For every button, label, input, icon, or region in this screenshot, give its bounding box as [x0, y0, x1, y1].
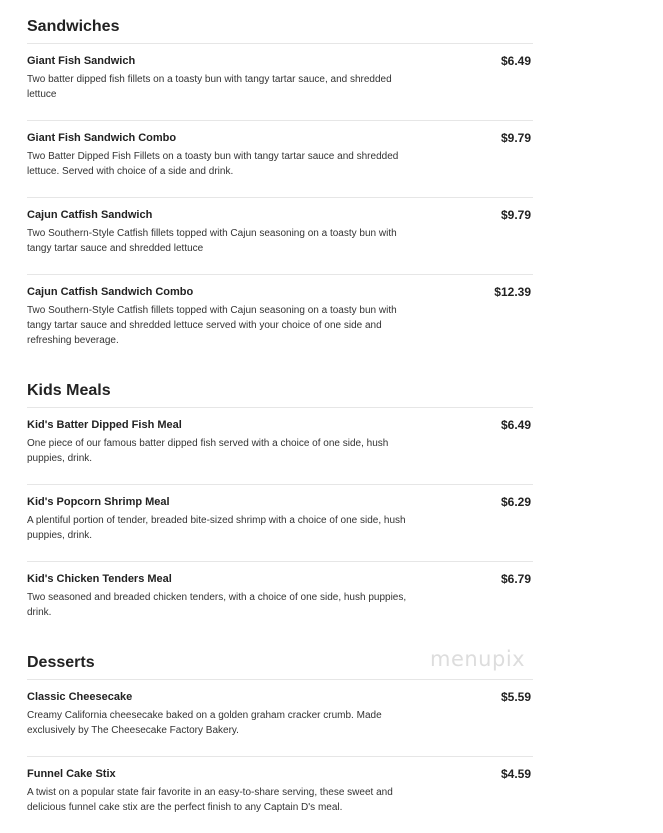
item-name: Cajun Catfish Sandwich: [27, 209, 153, 221]
item-name: Kid's Popcorn Shrimp Meal: [27, 496, 170, 508]
item-description: A plentiful portion of tender, breaded bite-sized shrimp with a choice of one side, hush puppies, drink.: [27, 515, 406, 541]
section-title: Desserts: [27, 654, 95, 671]
item-description: Two Southern-Style Catfish fillets topped with Cajun seasoning on a toasty bun with tangy tartar sauce and shredded lettuce served with your choice of one side and refreshing beverage.: [27, 305, 397, 346]
item-price: $9.79: [500, 131, 531, 145]
item-price: $5.59: [500, 690, 531, 704]
menu-item[interactable]: [27, 120, 533, 197]
section-title: Sandwiches: [27, 18, 120, 35]
menu-item[interactable]: [27, 561, 533, 638]
menu-item[interactable]: [27, 43, 533, 120]
item-description: Two Batter Dipped Fish Fillets on a toasty bun with tangy tartar sauce and shredded lettuce. Served with choice of a side and drink.: [27, 151, 399, 177]
item-price: $12.39: [494, 285, 531, 299]
menu-item[interactable]: [27, 407, 533, 484]
watermark-logo: menupix: [430, 647, 526, 671]
item-description: A twist on a popular state fair favorite in an easy-to-share serving, these sweet and delicious funnel cake stix are the perfect finish to any Captain D's meal.: [27, 787, 393, 813]
section-kids-meals: [27, 365, 533, 638]
menu-item[interactable]: [27, 197, 533, 274]
item-name: Giant Fish Sandwich: [27, 55, 136, 67]
item-description: Two Southern-Style Catfish fillets topped with Cajun seasoning on a toasty bun with tangy tartar sauce and shredded lettuce: [27, 228, 397, 254]
item-name: Classic Cheesecake: [27, 691, 133, 703]
item-name: Funnel Cake Stix: [27, 768, 116, 780]
item-price: $6.29: [500, 495, 531, 509]
menu-item[interactable]: [27, 484, 533, 561]
item-price: $6.49: [500, 418, 531, 432]
section-sandwiches: [27, 0, 533, 365]
item-price: $6.79: [500, 572, 531, 586]
item-description: Two seasoned and breaded chicken tenders, with a choice of one side, hush puppies, drink.: [27, 592, 407, 618]
item-description: Two batter dipped fish fillets on a toasty bun with tangy tartar sauce, and shredded lettuce: [27, 74, 392, 100]
item-description: Creamy California cheesecake baked on a golden graham cracker crumb. Made exclusively by The Cheesecake Factory Bakery.: [27, 710, 382, 736]
item-name: Giant Fish Sandwich Combo: [27, 132, 177, 144]
item-name: Kid's Chicken Tenders Meal: [27, 573, 172, 585]
menu: [27, 0, 533, 833]
menu-item[interactable]: [27, 679, 533, 756]
item-name: Kid's Batter Dipped Fish Meal: [27, 419, 182, 431]
item-price: $4.59: [500, 767, 531, 781]
item-name: Cajun Catfish Sandwich Combo: [27, 286, 194, 298]
section-title: Kids Meals: [27, 382, 111, 399]
item-price: $6.49: [500, 54, 531, 68]
item-description: One piece of our famous batter dipped fish served with a choice of one side, hush puppies, drink.: [27, 438, 389, 464]
menu-item[interactable]: [27, 756, 533, 833]
menu-item[interactable]: [27, 274, 533, 365]
item-price: $9.79: [500, 208, 531, 222]
